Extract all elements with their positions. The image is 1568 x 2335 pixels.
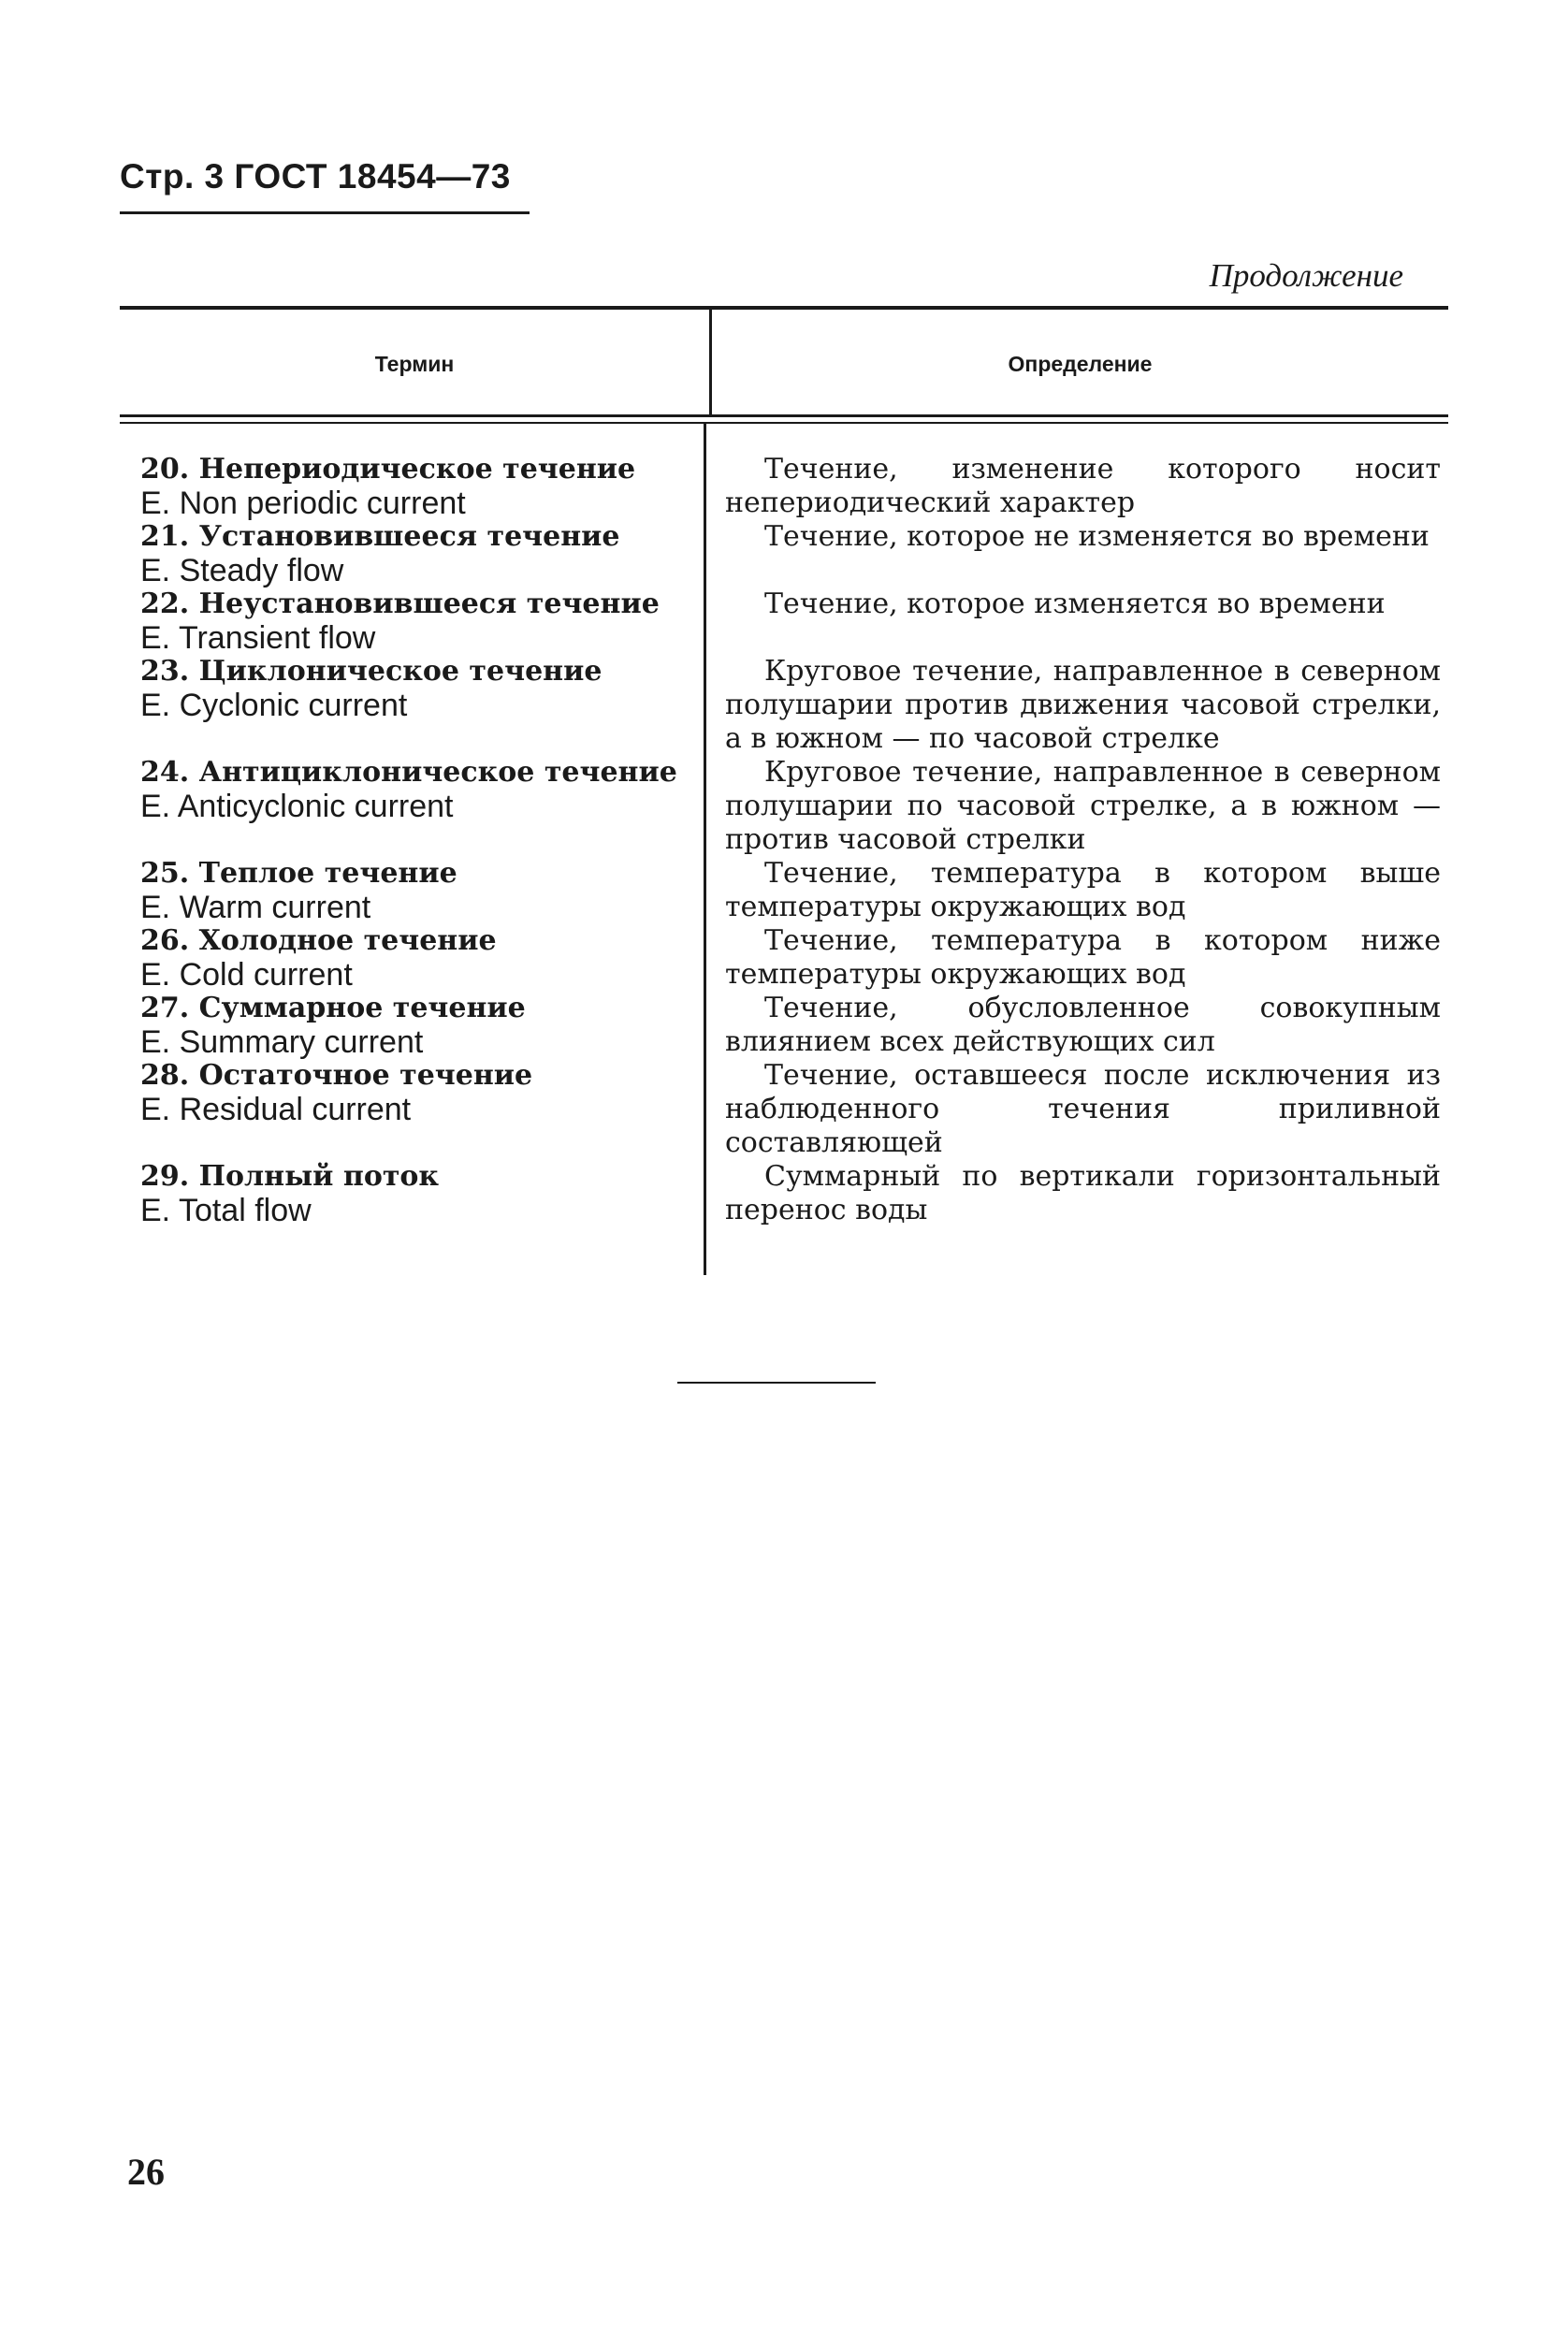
term-en: E. Summary current [140, 1024, 424, 1060]
definition-cell: Течение, изменение которого носит непериодический характер [725, 453, 1441, 519]
term-en: E. Steady flow [140, 553, 344, 588]
table-header-rule [120, 414, 1448, 417]
term-ru: 21. Установившееся течение [140, 520, 620, 553]
term-ru: 28. Остаточное течение [140, 1059, 533, 1092]
definition-cell: Течение, которое не изменяется во времени [764, 520, 1430, 553]
term-cell [140, 520, 683, 587]
term-cell [140, 1160, 683, 1227]
definition-cell: Круговое течение, направленное в северном полушарии по часовой стрелке, а в южном — против часовой стрелки [725, 756, 1441, 856]
term-en: E. Transient flow [140, 620, 376, 656]
term-cell [140, 924, 683, 992]
definition-cell: Течение, которое изменяется во времени [764, 587, 1386, 620]
term-cell [140, 756, 683, 823]
definition-cell: Течение, оставшееся после исключения из наблюденного течения приливной составляющей [725, 1059, 1441, 1159]
term-ru: 23. Циклоническое течение [140, 655, 603, 688]
term-cell [140, 453, 683, 520]
term-ru: 22. Неустановившееся течение [140, 587, 660, 620]
term-en: E. Cold current [140, 957, 353, 993]
term-ru: 25. Теплое течение [140, 857, 457, 890]
column-divider-body [704, 424, 706, 1275]
term-cell [140, 587, 683, 655]
term-cell [140, 857, 683, 924]
term-en: E. Anticyclonic current [140, 789, 454, 824]
term-en: E. Cyclonic current [140, 688, 408, 723]
definition-cell: Суммарный по вертикали горизонтальный перенос воды [725, 1160, 1441, 1226]
term-en: E. Warm current [140, 890, 371, 925]
term-ru: 27. Суммарное течение [140, 992, 526, 1024]
term-en: E. Total flow [140, 1193, 312, 1228]
header-underline [120, 211, 530, 214]
term-ru: 26. Холодное течение [140, 924, 497, 957]
definition-cell: Течение, температура в котором ниже температуры окружающих вод [725, 924, 1441, 991]
table-header-rule-double [120, 422, 1448, 424]
continuation-label: Продолжение [1209, 257, 1403, 294]
term-en: E. Residual current [140, 1092, 412, 1127]
page-header: Стр. 3 ГОСТ 18454—73 [120, 157, 511, 196]
table-top-rule [120, 306, 1448, 310]
term-ru: 24. Антициклоническое течение [140, 756, 677, 789]
term-ru: 20. Непериодическое течение [140, 453, 636, 486]
definition-cell: Течение, температура в котором выше температуры окружающих вод [725, 857, 1441, 923]
definition-cell: Круговое течение, направленное в северном полушарии против движения часовой стрелки, а в южном — по часовой стрелке [725, 655, 1441, 755]
column-header-term: Термин [374, 352, 455, 376]
page-number: 26 [127, 2151, 165, 2193]
term-cell [140, 992, 683, 1059]
term-cell [140, 1059, 683, 1126]
end-of-table-rule [677, 1382, 876, 1384]
column-header-definition: Определение [1008, 352, 1153, 376]
definition-cell: Течение, обусловленное совокупным влиянием всех действующих сил [725, 992, 1441, 1058]
term-ru: 29. Полный поток [140, 1160, 440, 1193]
term-cell [140, 655, 683, 722]
term-en: E. Non periodic current [140, 486, 466, 521]
